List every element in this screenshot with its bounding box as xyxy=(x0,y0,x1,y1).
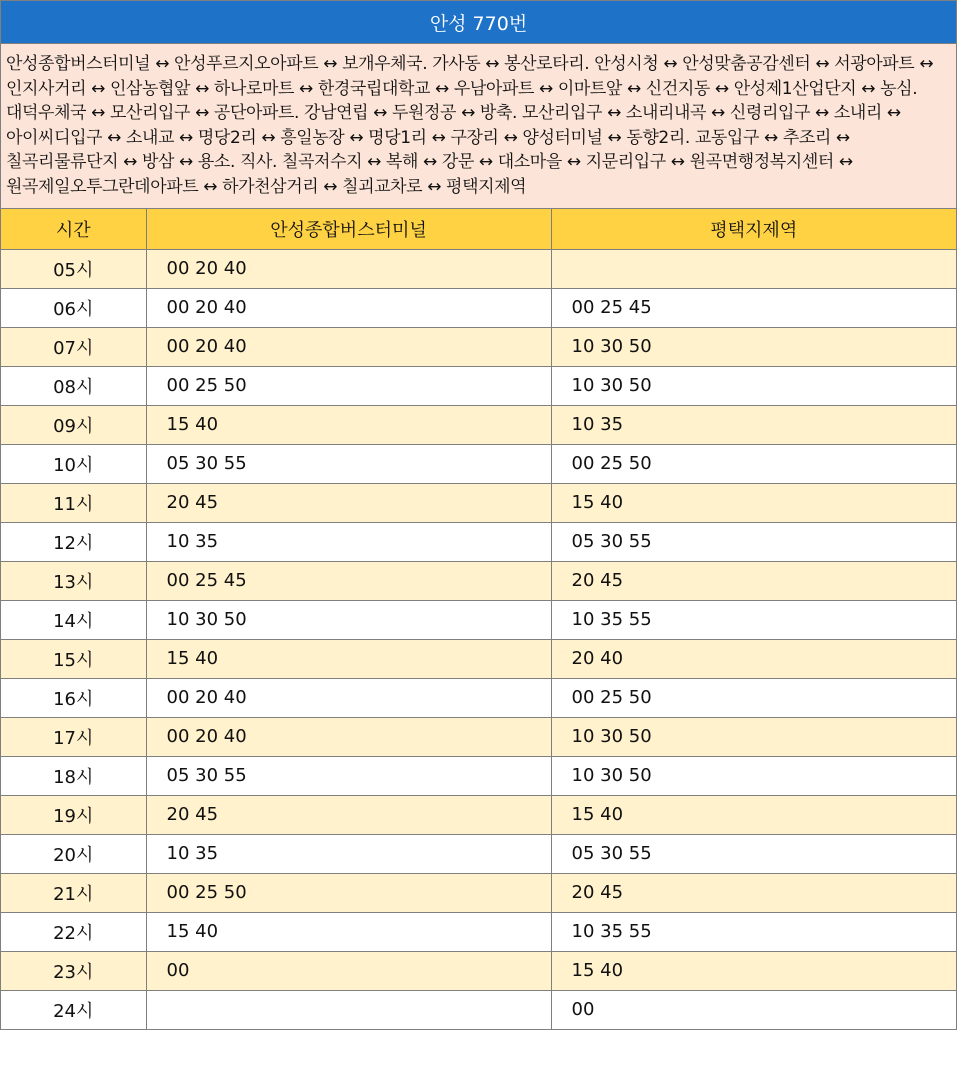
hour-cell: 18시 xyxy=(1,756,146,795)
origin-departures-cell: 15 40 xyxy=(146,639,551,678)
hour-cell: 14시 xyxy=(1,600,146,639)
hour-cell: 10시 xyxy=(1,444,146,483)
destination-departures-cell: 15 40 xyxy=(551,795,956,834)
table-row xyxy=(1,756,956,795)
table-row xyxy=(1,795,956,834)
hour-cell: 08시 xyxy=(1,366,146,405)
table-row xyxy=(1,600,956,639)
hour-cell: 22시 xyxy=(1,912,146,951)
destination-departures-cell xyxy=(551,249,956,288)
table-row xyxy=(1,366,956,405)
origin-departures-cell: 05 30 55 xyxy=(146,444,551,483)
table-row xyxy=(1,912,956,951)
destination-departures-cell: 15 40 xyxy=(551,483,956,522)
hour-cell: 05시 xyxy=(1,249,146,288)
table-row xyxy=(1,951,956,990)
table-row xyxy=(1,639,956,678)
origin-departures-cell: 00 20 40 xyxy=(146,327,551,366)
destination-departures-cell: 10 35 55 xyxy=(551,600,956,639)
hour-cell: 17시 xyxy=(1,717,146,756)
route-title: 안성 770번 xyxy=(1,1,956,44)
origin-departures-cell: 00 25 45 xyxy=(146,561,551,600)
table-row xyxy=(1,483,956,522)
table-row xyxy=(1,990,956,1029)
destination-departures-cell: 15 40 xyxy=(551,951,956,990)
origin-departures-cell: 10 30 50 xyxy=(146,600,551,639)
destination-departures-cell: 00 xyxy=(551,990,956,1029)
destination-departures-cell: 00 25 50 xyxy=(551,444,956,483)
origin-departures-cell: 10 35 xyxy=(146,522,551,561)
hour-cell: 06시 xyxy=(1,288,146,327)
hour-cell: 12시 xyxy=(1,522,146,561)
table-row xyxy=(1,522,956,561)
origin-departures-cell: 15 40 xyxy=(146,405,551,444)
hour-cell: 07시 xyxy=(1,327,146,366)
header-time: 시간 xyxy=(1,209,146,249)
table-row xyxy=(1,444,956,483)
table-row xyxy=(1,405,956,444)
destination-departures-cell: 10 35 55 xyxy=(551,912,956,951)
hour-cell: 24시 xyxy=(1,990,146,1029)
destination-departures-cell: 10 30 50 xyxy=(551,756,956,795)
destination-departures-cell: 05 30 55 xyxy=(551,522,956,561)
destination-departures-cell: 00 25 45 xyxy=(551,288,956,327)
origin-departures-cell: 00 xyxy=(146,951,551,990)
table-row xyxy=(1,327,956,366)
destination-departures-cell: 20 45 xyxy=(551,873,956,912)
timetable-body xyxy=(1,249,956,1029)
table-row xyxy=(1,717,956,756)
header-destination: 평택지제역 xyxy=(551,209,956,249)
hour-cell: 13시 xyxy=(1,561,146,600)
destination-departures-cell: 00 25 50 xyxy=(551,678,956,717)
destination-departures-cell: 10 30 50 xyxy=(551,327,956,366)
table-row xyxy=(1,678,956,717)
destination-departures-cell: 10 35 xyxy=(551,405,956,444)
hour-cell: 21시 xyxy=(1,873,146,912)
table-row xyxy=(1,561,956,600)
origin-departures-cell: 20 45 xyxy=(146,483,551,522)
table-row xyxy=(1,249,956,288)
origin-departures-cell xyxy=(146,990,551,1029)
origin-departures-cell: 20 45 xyxy=(146,795,551,834)
destination-departures-cell: 10 30 50 xyxy=(551,717,956,756)
origin-departures-cell: 00 25 50 xyxy=(146,366,551,405)
origin-departures-cell: 00 25 50 xyxy=(146,873,551,912)
destination-departures-cell: 10 30 50 xyxy=(551,366,956,405)
hour-cell: 20시 xyxy=(1,834,146,873)
origin-departures-cell: 15 40 xyxy=(146,912,551,951)
origin-departures-cell: 00 20 40 xyxy=(146,717,551,756)
destination-departures-cell: 05 30 55 xyxy=(551,834,956,873)
table-row xyxy=(1,834,956,873)
origin-departures-cell: 00 20 40 xyxy=(146,678,551,717)
table-row xyxy=(1,288,956,327)
origin-departures-cell: 00 20 40 xyxy=(146,288,551,327)
route-stops-description: 안성종합버스터미널 ↔ 안성푸르지오아파트 ↔ 보개우체국. 가사동 ↔ 봉산로타리. 안성시청 ↔ 안성맞춤공감센터 ↔ 서광아파트 ↔ 인지사거리 ↔ 인삼농협앞 ↔ 하나로마트 ↔ 한경국립대학교 ↔ 우남아파트 ↔ 이마트앞 ↔ 신건지동 ↔ 안성제1산업단지 ↔ 농심. 대덕우체국 ↔ 모산리입구 ↔ 공단아파트. 강남연립 ↔ 두원정공 ↔ 방축. 모산리입구 ↔ 소내리내곡 ↔ 신령리입구 ↔ 소내리 ↔ 아이씨디입구 ↔ 소내교 ↔ 명당2리 ↔ 흥일농장 ↔ 명당1리 ↔ 구장리 ↔ 양성터미널 ↔ 동향2리. 교동입구 ↔ 추조리 ↔ 칠곡리물류단지 ↔ 방삼 ↔ 용소. 직사. 칠곡저수지 ↔ 복해 ↔ 강문 ↔ 대소마을 ↔ 지문리입구 ↔ 원곡면행정복지센터 ↔ 원곡제일오투그란데아파트 ↔ 하가천삼거리 ↔ 칠괴교차로 ↔ 평택지제역 xyxy=(1,44,956,209)
hour-cell: 09시 xyxy=(1,405,146,444)
origin-departures-cell: 00 20 40 xyxy=(146,249,551,288)
header-row xyxy=(1,209,956,249)
destination-departures-cell: 20 40 xyxy=(551,639,956,678)
origin-departures-cell: 10 35 xyxy=(146,834,551,873)
header-origin: 안성종합버스터미널 xyxy=(146,209,551,249)
hour-cell: 16시 xyxy=(1,678,146,717)
hour-cell: 19시 xyxy=(1,795,146,834)
origin-departures-cell: 05 30 55 xyxy=(146,756,551,795)
hour-cell: 23시 xyxy=(1,951,146,990)
hour-cell: 15시 xyxy=(1,639,146,678)
destination-departures-cell: 20 45 xyxy=(551,561,956,600)
hour-cell: 11시 xyxy=(1,483,146,522)
timetable xyxy=(1,209,956,1030)
table-row xyxy=(1,873,956,912)
